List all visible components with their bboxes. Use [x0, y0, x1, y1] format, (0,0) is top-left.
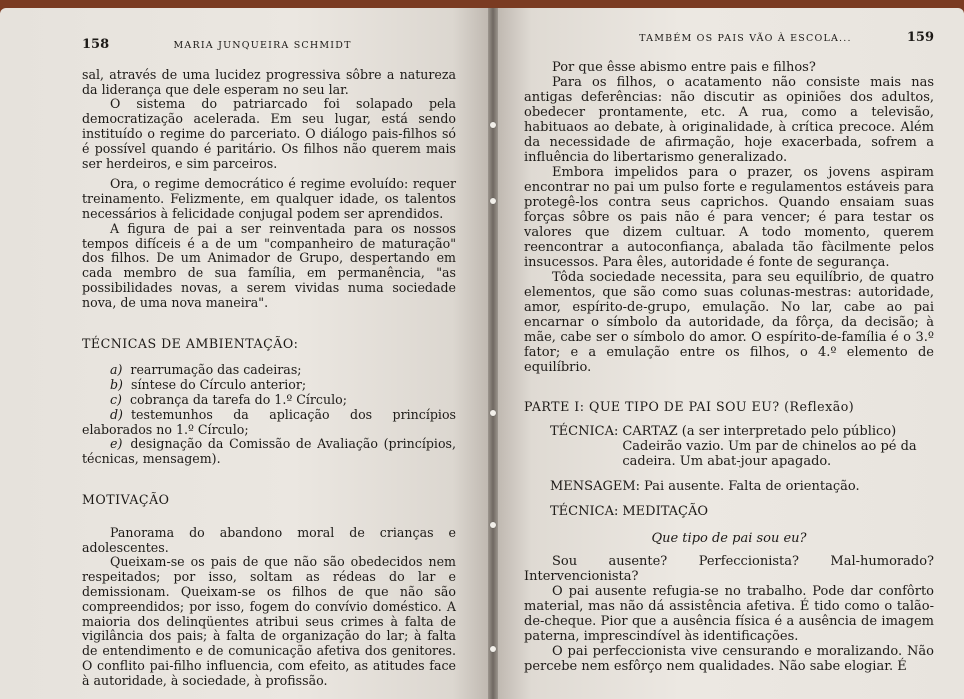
- mensagem: [524, 479, 934, 494]
- left-running-head: [82, 38, 456, 54]
- right-paragraph: O pai ausente refugia-se no trabalho. Pode dar confôrto material, mas não dá assistência afetiva. É tido como o talão-de-cheque. Pior que a ausência física é a ausência de imagem paterna, imprescindível às identificações.: [524, 584, 934, 644]
- right-running-title: TAMBÉM OS PAIS VÃO À ESCOLA...: [639, 33, 852, 44]
- list-item: [82, 363, 456, 378]
- tecnica-text: CARTAZ (a ser interpretado pelo público) Cadeirão vazio. Um par de chinelos ao pé da cadeira. Um abat-jour apagado.: [622, 424, 917, 469]
- list-item: [82, 437, 456, 467]
- tecnicas-list: [82, 363, 456, 467]
- right-running-head: [524, 30, 934, 46]
- tecnica-meditacao: [524, 504, 934, 519]
- tecnica-label: TÉCNICA:: [550, 424, 619, 439]
- tecnica-text: MEDITAÇÃO: [622, 504, 709, 519]
- binding-stitch: [490, 646, 496, 652]
- left-paragraph: Queixam-se os pais de que não são obedecidos nem respeitados; por isso, soltam as rédeas do lar e demissionam. Queixam-se os filhos de que não são compreendidos; por isso, fogem do convívio doméstico. A maioria dos delinqüentes atribui seus crimes à falta de vigilância dos pais; à falta de organização do lar; à falta de entendimento e de comunicação afetiva dos genitores. O conflito pai-filho influencia, com efeito, as atitudes face à autoridade, à sociedade, à profissão.: [82, 554, 456, 688]
- list-item: [82, 408, 456, 438]
- left-page: [0, 8, 492, 699]
- item-text: cobrança da tarefa do 1.º Círculo;: [129, 391, 347, 407]
- left-paragraph: A figura de pai a ser reinventada para os nossos tempos difíceis é a de um "companheiro de maturação" dos filhos. De um Animador de Grupo, despertando em cada membro de sua família, em permanência, "as possibilidades novas, a serem vividas numa sociedade nova, de uma nova maneira".: [82, 220, 456, 310]
- tecnica-label: TÉCNICA:: [550, 504, 619, 519]
- right-paragraph: Por que êsse abismo entre pais e filhos?: [552, 60, 816, 75]
- right-page-content: [524, 30, 934, 674]
- binding-stitch: [490, 410, 496, 416]
- list-item: [82, 378, 456, 393]
- item-label: d): [110, 406, 123, 422]
- item-label: e): [110, 436, 123, 452]
- item-label: c): [110, 391, 122, 407]
- binding-stitch: [490, 198, 496, 204]
- left-paragraph: Ora, o regime democrático é regime evoluído: requer treinamento. Felizmente, em qualquer idade, os talentos necessários à felicidade conjugal podem ser aprendidos.: [82, 176, 456, 221]
- left-running-title: MARIA JUNQUEIRA SCHMIDT: [173, 40, 352, 51]
- right-paragraph: Tôda sociedade necessita, para seu equilíbrio, de quatro elementos, que são como suas colunas-mestras: autoridade, amor, espírito-de-grupo, emulação. No lar, cabe ao pai encarnar o símbolo da autoridade, da fôrça, da decisão; à mãe, cabe ser o símbolo do amor. O espírito-de-família é o 3.º fator; e a emulação entre os filhos, o 4.º elemento de equilíbrio.: [524, 270, 934, 375]
- right-page-number: 159: [906, 30, 934, 45]
- item-text: designação da Comissão de Avaliação (princípios, técnicas, mensagem).: [82, 436, 456, 467]
- right-paragraph: Para os filhos, o acatamento não consiste mais nas antigas deferências: não discutir as opiniões dos adultos, obedecer prontamente, etc. A rua, como a televisão, habituaos ao debate, à originalidade, à crítica precoce. Além da necessidade de afirmação, hoje exacerbada, sofrem a influência do libertarismo generalizado.: [524, 75, 934, 165]
- right-paragraph: Embora impelidos para o prazer, os jovens aspiram encontrar no pai um pulso forte e regulamentos estáveis para protegê-los contra seus caprichos. Quando ensaiam suas forças sôbre os pais não é para vencer; é para testar os valores que dizem cultuar. A todo momento, querem reencontrar a autoconfiança, abalada tão fàcilmente pelos insucessos. Para êles, autoridade é fonte de segurança.: [524, 165, 934, 270]
- tecnica-cartaz: [524, 424, 934, 469]
- right-page: [494, 8, 964, 699]
- left-paragraph: O sistema do patriarcado foi solapado pela democratização acelerada. Em seu lugar, está sendo instituído o regime do parceriato. O diálogo pais-filhos só é possível quando é paritário. Os filhos não querem mais ser herdeiros, e sim parceiros.: [82, 96, 456, 171]
- book-gutter: [488, 8, 498, 699]
- right-paragraph: Sou ausente? Perfeccionista? Mal-humorado? Intervencionista?: [524, 554, 934, 584]
- item-label: a): [110, 362, 123, 378]
- binding-stitch: [490, 122, 496, 128]
- item-text: síntese do Círculo anterior;: [130, 377, 307, 393]
- left-page-content: [82, 38, 456, 688]
- motivacao-heading: MOTIVAÇÃO: [82, 491, 170, 507]
- item-text: rearrumação das cadeiras;: [130, 362, 302, 378]
- mensagem-text: Pai ausente. Falta de orientação.: [644, 479, 860, 494]
- binding-stitch: [490, 522, 496, 528]
- mensagem-label: MENSAGEM:: [550, 479, 641, 494]
- item-text: testemunhos da aplicação dos princípios elaborados no 1.º Círculo;: [82, 406, 456, 437]
- item-label: b): [110, 377, 123, 393]
- left-paragraph: Panorama do abandono moral de crianças e adolescentes.: [82, 524, 456, 555]
- meditacao-subtitle: Que tipo de pai sou eu?: [651, 531, 807, 546]
- left-paragraph: sal, através de uma lucidez progressiva sôbre a natureza da liderança que dele esperam no seu lar.: [82, 66, 456, 97]
- parte-heading: PARTE I: QUE TIPO DE PAI SOU EU? (Reflexão): [524, 399, 855, 414]
- tecnicas-heading: TÉCNICAS DE AMBIENTAÇÃO:: [82, 335, 299, 351]
- right-paragraph: O pai perfeccionista vive censurando e moralizando. Não percebe nem esfôrço nem qualidades. Não sabe elogiar. É: [524, 644, 934, 674]
- left-page-number: 158: [82, 37, 110, 52]
- list-item: [82, 393, 456, 408]
